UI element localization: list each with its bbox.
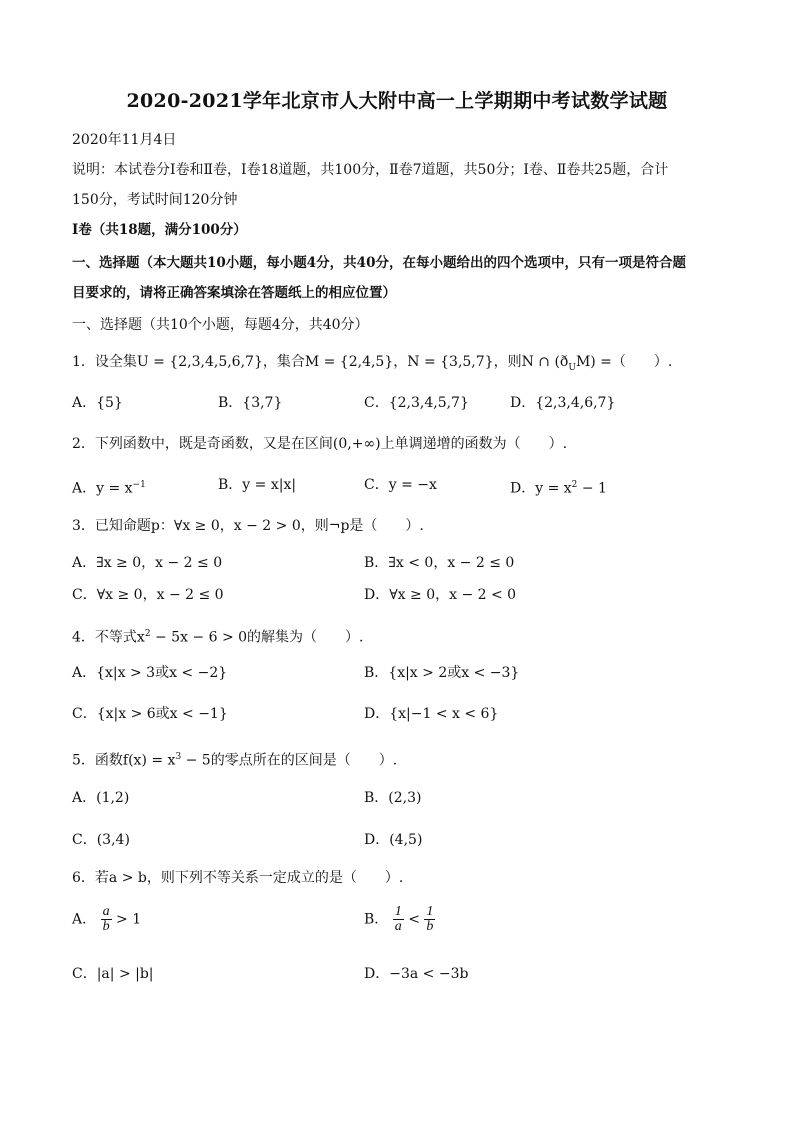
question-2-option-d bbox=[510, 474, 607, 500]
section1-instruction-line-1: 一、选择题（本大题共10小题，每小题4分，共40分，在每小题给出的四个选项中，只有一项是符合题 bbox=[72, 255, 686, 271]
fraction-numerator: a bbox=[102, 904, 110, 919]
question-1-stem-tail: M) =（ ）. bbox=[575, 354, 673, 370]
question-5-option-c: C．(3,4) bbox=[72, 832, 130, 848]
question-3-option-b: B．∃x < 0，x − 2 ≤ 0 bbox=[364, 555, 515, 571]
question-1-option-b: B．{3,7} bbox=[218, 395, 283, 411]
question-2-option-c: C．y = −x bbox=[364, 477, 437, 493]
fraction-numerator: 1 bbox=[394, 904, 402, 919]
question-4-option-d: D．{x|−1 < x < 6} bbox=[364, 706, 499, 722]
question-6-option-b-label: B． bbox=[364, 911, 389, 928]
fraction-denominator: b bbox=[102, 919, 110, 934]
question-6-option-a-fraction bbox=[101, 905, 112, 934]
question-2-option-a-text: A．y = x bbox=[72, 480, 133, 497]
question-4-stem-post: − 5x − 6 > 0的解集为（ ）. bbox=[150, 629, 364, 646]
intro-line-1: 说明：本试卷分Ⅰ卷和Ⅱ卷，Ⅰ卷18道题，共100分，Ⅱ卷7道题，共50分；Ⅰ卷、Ⅱ卷共25题，合计 bbox=[72, 162, 669, 178]
question-1-stem bbox=[72, 352, 672, 378]
fraction-denominator: a bbox=[394, 919, 402, 934]
page-title: 2020-2021学年北京市人大附中高一上学期期中考试数学试题 bbox=[126, 90, 668, 112]
question-2-option-a bbox=[72, 474, 146, 500]
question-4-option-b: B．{x|x > 2或x < −3} bbox=[364, 665, 520, 681]
question-6-option-b-operator: < bbox=[403, 911, 425, 928]
question-1-option-a: A．{5} bbox=[72, 395, 123, 411]
question-2-option-d-text: D．y = x bbox=[510, 480, 572, 497]
part1-header: Ⅰ卷（共18题，满分100分） bbox=[72, 222, 247, 238]
question-2-option-d-sup: 2 bbox=[571, 480, 578, 490]
question-6-option-a-label: A． bbox=[72, 911, 97, 928]
section1-subheader: 一、选择题（共10个小题，每题4分，共40分） bbox=[72, 317, 369, 333]
question-2-option-a-sup: −1 bbox=[132, 480, 146, 490]
question-2-option-b: B．y = x|x| bbox=[218, 477, 297, 493]
question-6-option-c: C．|a| > |b| bbox=[72, 966, 154, 982]
question-6-option-b-fraction-2 bbox=[424, 905, 435, 934]
question-6-option-a bbox=[72, 905, 141, 934]
question-2-stem: 2．下列函数中，既是奇函数，又是在区间(0,+∞)上单调递增的函数为（ ）. bbox=[72, 436, 568, 452]
question-5-stem-pre: 5．函数f(x) = x bbox=[72, 752, 176, 769]
question-3-stem: 3．已知命题p：∀x ≥ 0，x − 2 > 0，则¬p是（ ）. bbox=[72, 518, 424, 534]
question-3-option-c: C．∀x ≥ 0，x − 2 ≤ 0 bbox=[72, 587, 224, 603]
question-6-option-d: D．−3a < −3b bbox=[364, 966, 469, 982]
fraction-numerator: 1 bbox=[426, 904, 434, 919]
question-1-stem-main: 1．设全集U = {2,3,4,5,6,7}，集合M = {2,4,5}，N = {3,5,7}，则N ∩ (ð bbox=[72, 354, 569, 370]
question-4-option-c: C．{x|x > 6或x < −1} bbox=[72, 706, 228, 722]
fraction-denominator: b bbox=[426, 919, 434, 934]
question-6-option-a-tail: > 1 bbox=[111, 911, 142, 928]
question-5-stem bbox=[72, 747, 397, 771]
question-6-option-b bbox=[364, 905, 435, 934]
question-6-option-b-fraction-1 bbox=[393, 905, 404, 934]
question-5-option-a: A．(1,2) bbox=[72, 790, 130, 806]
exam-date: 2020年11月4日 bbox=[72, 132, 177, 148]
question-5-option-d: D．(4,5) bbox=[364, 832, 423, 848]
question-2-option-d-tail: − 1 bbox=[577, 480, 607, 497]
question-4-stem-sup: 2 bbox=[144, 629, 151, 639]
question-4-option-a: A．{x|x > 3或x < −2} bbox=[72, 665, 228, 681]
question-4-stem bbox=[72, 624, 364, 648]
question-3-option-d: D．∀x ≥ 0，x − 2 < 0 bbox=[364, 587, 517, 603]
question-1-option-c: C．{2,3,4,5,7} bbox=[364, 395, 469, 411]
intro-line-2: 150分，考试时间120分钟 bbox=[72, 192, 238, 208]
question-6-stem: 6．若a > b，则下列不等关系一定成立的是（ ）. bbox=[72, 870, 404, 886]
question-5-stem-post: − 5的零点所在的区间是（ ）. bbox=[181, 752, 398, 769]
question-5-stem-sup: 3 bbox=[175, 752, 182, 762]
question-4-stem-pre: 4．不等式x bbox=[72, 629, 145, 646]
question-1-stem-subscript: U bbox=[568, 362, 576, 373]
question-1-option-d: D．{2,3,4,6,7} bbox=[510, 395, 616, 411]
section1-instruction-line-2: 目要求的，请将正确答案填涂在答题纸上的相应位置） bbox=[72, 285, 396, 301]
question-3-option-a: A．∃x ≥ 0，x − 2 ≤ 0 bbox=[72, 555, 223, 571]
question-5-option-b: B．(2,3) bbox=[364, 790, 422, 806]
